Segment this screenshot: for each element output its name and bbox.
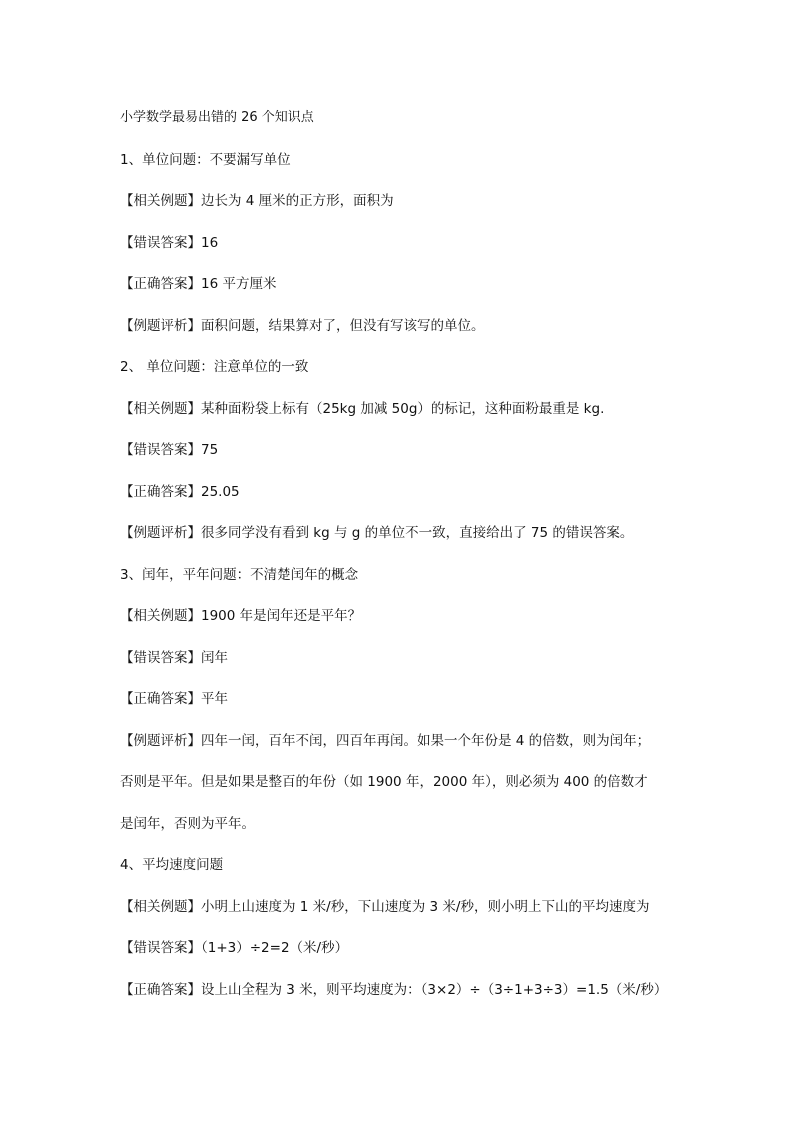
- example-question-4: 【相关例题】小明上山速度为 1 米/秒，下山速度为 3 米/秒，则小明上下山的平均速度为: [120, 899, 650, 915]
- correct-answer-3: 【正确答案】平年: [120, 691, 228, 707]
- wrong-answer-3: 【错误答案】闰年: [120, 650, 228, 666]
- section-heading-3: 3、闰年，平年问题：不清楚闰年的概念: [120, 567, 359, 583]
- analysis-3-line-1: 【例题评析】四年一闰，百年不闰，四百年再闰。如果一个年份是 4 的倍数，则为闰年；: [120, 733, 651, 749]
- analysis-3-line-2: 否则是平年。但是如果是整百的年份（如 1900 年，2000 年），则必须为 400 的倍数才: [120, 774, 648, 790]
- example-question-3: 【相关例题】1900 年是闰年还是平年？: [120, 608, 362, 624]
- correct-answer-2: 【正确答案】25.05: [120, 484, 240, 500]
- wrong-answer-2: 【错误答案】75: [120, 442, 219, 458]
- document-title: 小学数学最易出错的 26 个知识点: [120, 110, 314, 125]
- section-heading-1: 1、单位问题：不要漏写单位: [120, 152, 291, 168]
- example-question-2: 【相关例题】某种面粉袋上标有（25kg 加减 50g）的标记，这种面粉最重是 kg.: [120, 401, 605, 417]
- example-question-1: 【相关例题】边长为 4 厘米的正方形，面积为: [120, 193, 394, 209]
- section-heading-4: 4、平均速度问题: [120, 857, 224, 873]
- analysis-3-line-3: 是闰年，否则为平年。: [120, 816, 255, 832]
- correct-answer-4: 【正确答案】设上山全程为 3 米，则平均速度为：（3×2）÷（3÷1+3÷3）=1.5（米/秒）: [120, 982, 668, 998]
- wrong-answer-1: 【错误答案】16: [120, 235, 219, 251]
- analysis-2: 【例题评析】很多同学没有看到 kg 与 g 的单位不一致，直接给出了 75 的错误答案。: [120, 525, 634, 541]
- correct-answer-1: 【正确答案】16 平方厘米: [120, 276, 277, 292]
- wrong-answer-4: 【错误答案】（1+3）÷2=2（米/秒）: [120, 940, 349, 956]
- analysis-1: 【例题评析】面积问题，结果算对了，但没有写该写的单位。: [120, 318, 485, 334]
- section-heading-2: 2、 单位问题：注意单位的一致: [120, 359, 309, 375]
